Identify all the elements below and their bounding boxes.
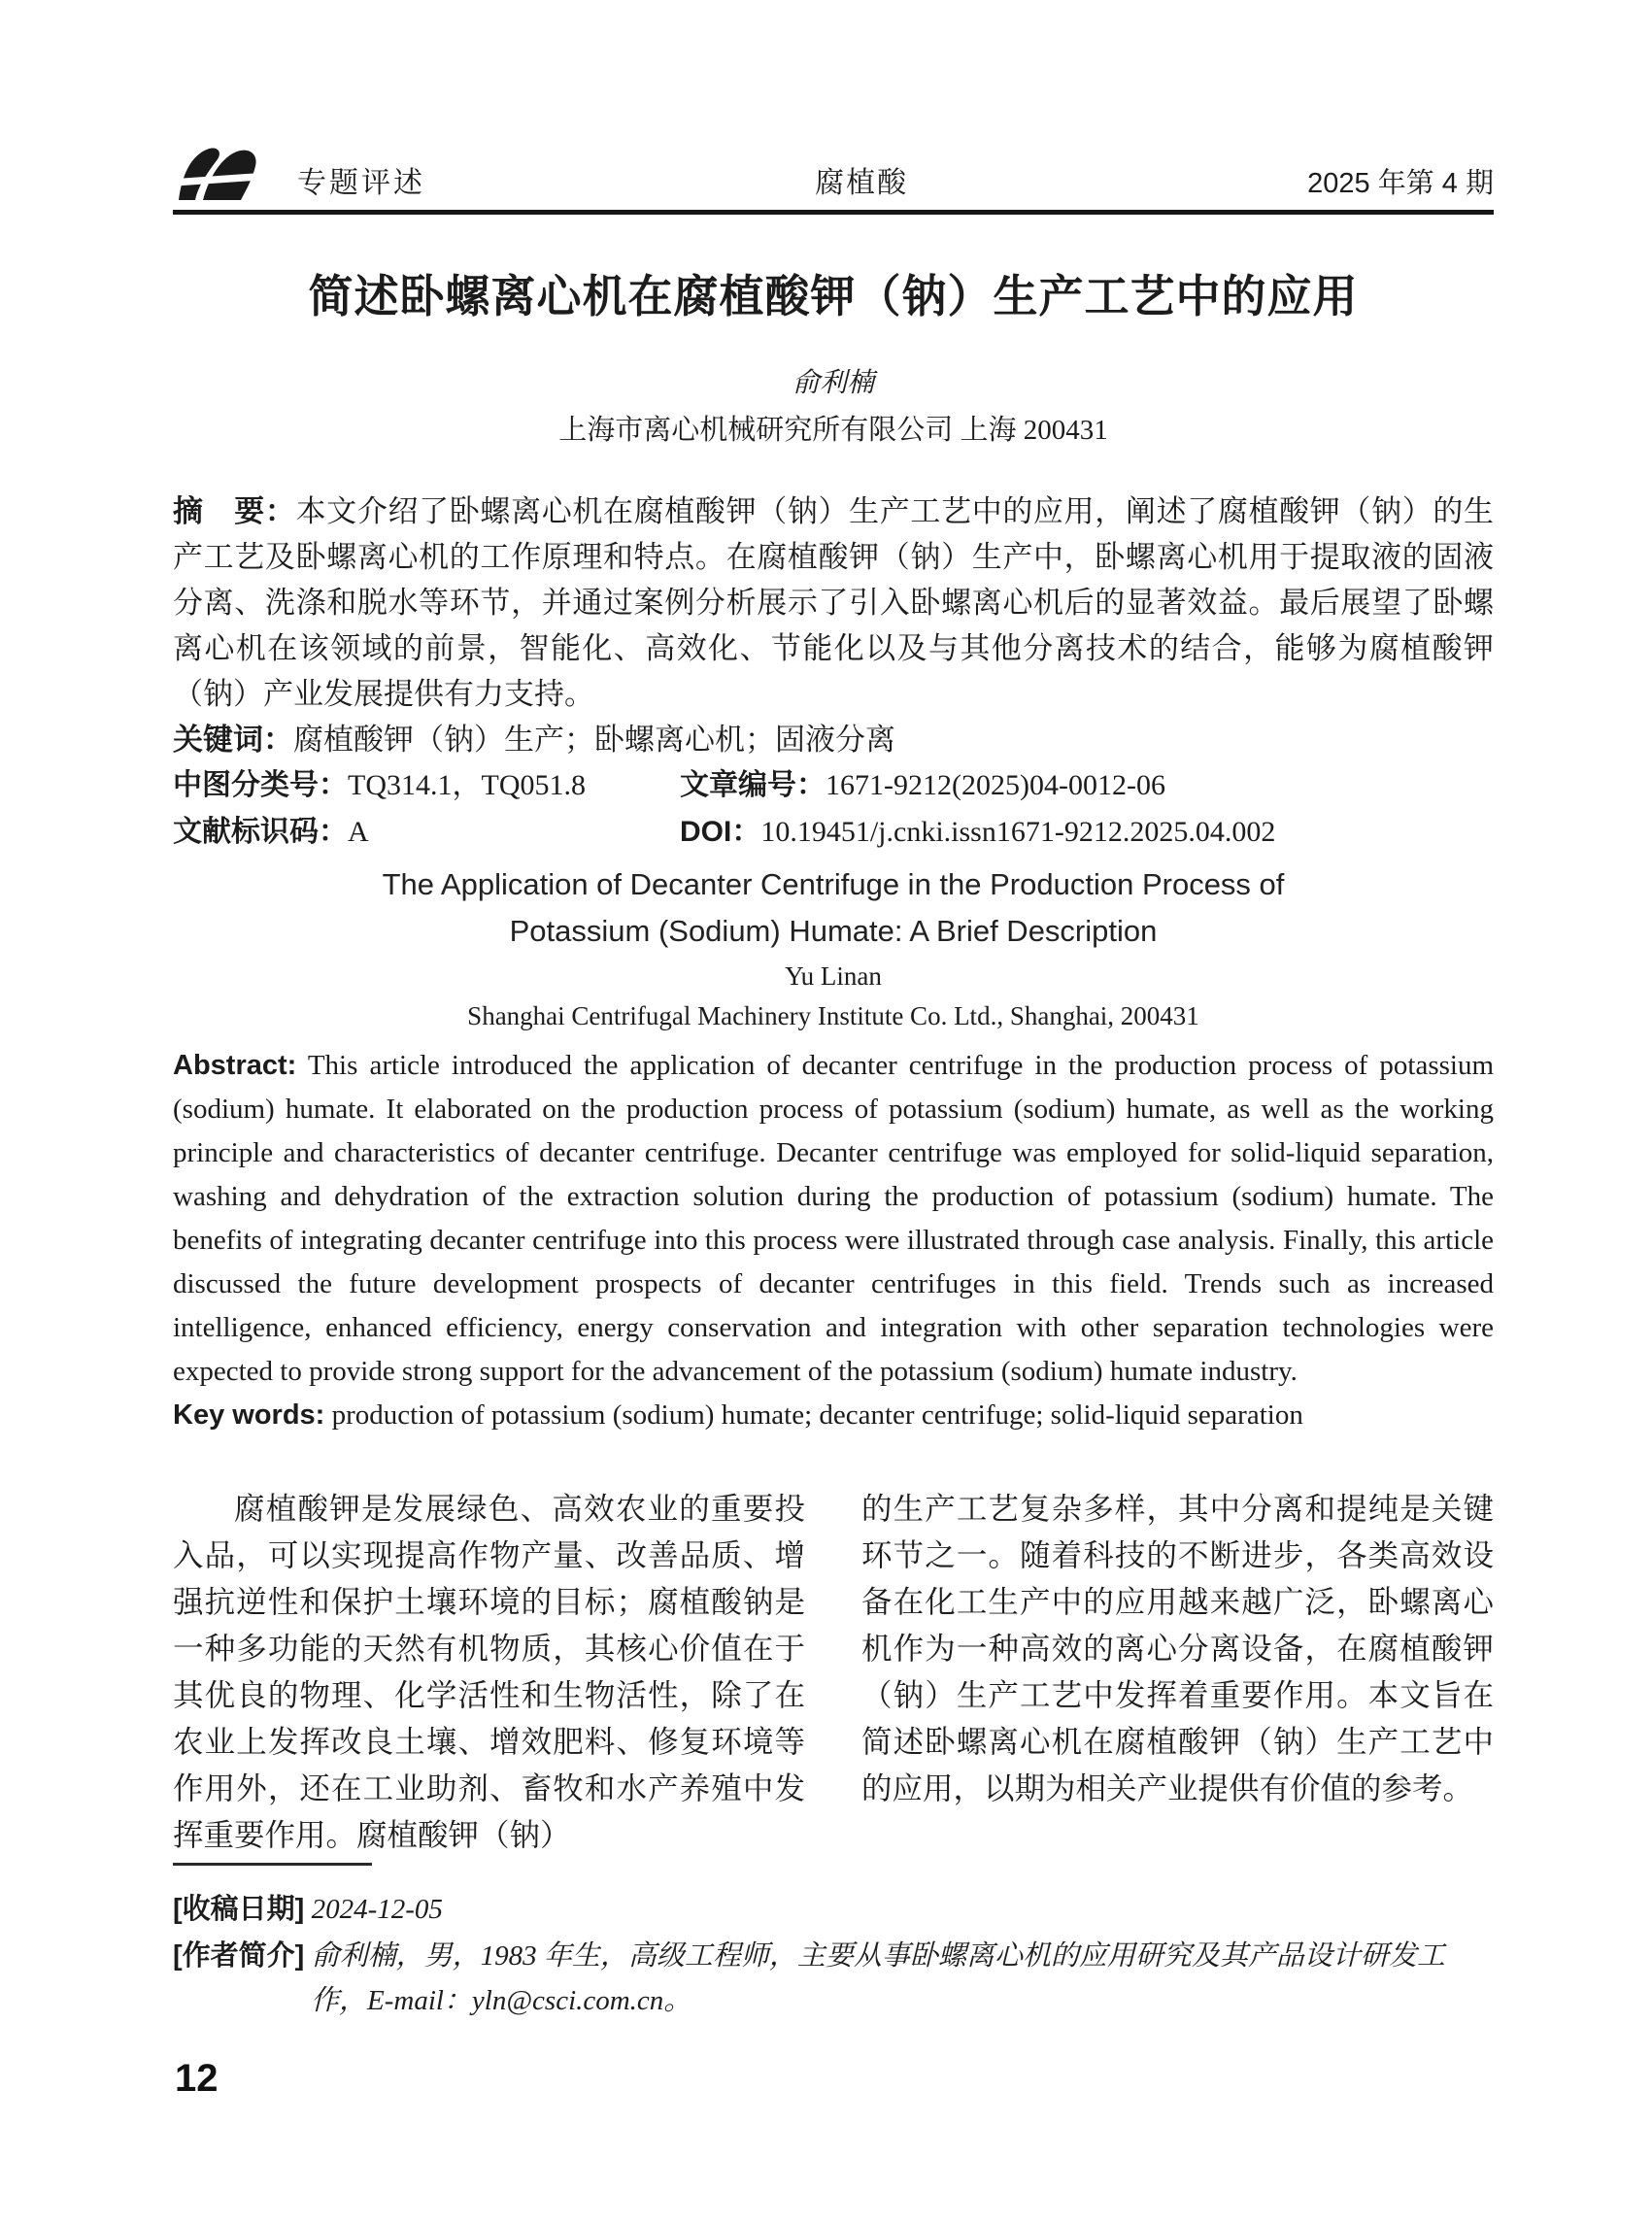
article-no-value: 1671-9212(2025)04-0012-06	[826, 769, 1165, 801]
keywords-zh-label: 关键词：	[173, 723, 293, 757]
footnote-received-value: 2024-12-05	[311, 1894, 443, 1925]
header-issue-label: 2025 年第 4 期	[1307, 168, 1494, 199]
abstract-en-text: This article introduced the application of decanter centrifuge in the production process of potassium (sodium) humate. It elaborated on the production process of potassium (sodium) humate, as well as the working principle and characteristics of decanter centrifuge. Decanter centrifuge was employed for solid-liquid separation, washing and dehydration of the extraction solution during the production of potassium (sodium) humate. The benefits of integrating decanter centrifuge into this process were illustrated through case analysis. Finally, this article discussed the future development prospects of decanter centrifuges in this field. Trends such as increased intelligence, enhanced efficiency, energy conservation and integration with other separation technologies were expected to provide strong support for the advancement of the potassium (sodium) humate industry.	[173, 1050, 1494, 1387]
abstract-zh	[173, 489, 1494, 717]
clc-label: 中图分类号：	[173, 769, 348, 801]
article-title-en-line2: Potassium (Sodium) Humate: A Brief Description	[509, 914, 1158, 948]
doc-code-value: A	[348, 816, 369, 848]
keywords-zh-text: 腐植酸钾（钠）生产；卧螺离心机；固液分离	[293, 723, 895, 757]
footnote-bio-value: 俞利楠，男，1983 年生，高级工程师，主要从事卧螺离心机的应用研究及其产品设计研发工作，E-mail：yln@csci.com.cn。	[311, 1940, 1445, 2016]
article-affiliation-en: Shanghai Centrifugal Machinery Institute Co. Ltd., Shanghai, 200431	[467, 1001, 1199, 1030]
article-title-en	[173, 861, 1494, 955]
article-title-en-line1: The Application of Decanter Centrifuge in the Production Process of	[382, 867, 1285, 901]
body-right-paragraph: 的生产工艺复杂多样，其中分离和提纯是关键环节之一。随着科技的不断进步，各类高效设备在化工生产中的应用越来越广泛，卧螺离心机作为一种高效的离心分离设备，在腐植酸钾（钠）生产工艺中发挥着重要作用。本文旨在简述卧螺离心机在腐植酸钾（钠）生产工艺中的应用，以期为相关产业提供有价值的参考。	[861, 1492, 1494, 1805]
footnote-received-label: [收稿日期]	[173, 1894, 305, 1925]
keywords-zh	[173, 717, 1494, 762]
page-number: 12	[175, 2057, 219, 2100]
keywords-en-text: production of potassium (sodium) humate; decanter centrifuge; solid-liquid separation	[331, 1399, 1303, 1431]
footnote-received	[173, 1887, 1494, 1932]
footnotes	[173, 1887, 1494, 2023]
keywords-en	[173, 1394, 1494, 1437]
article-author-en: Yu Linan	[785, 961, 882, 991]
clc-field	[173, 762, 680, 809]
doi-label: DOI：	[680, 816, 761, 848]
abstract-zh-text: 本文介绍了卧螺离心机在腐植酸钾（钠）生产工艺中的应用，阐述了腐植酸钾（钠）的生产工艺及卧螺离心机的工作原理和特点。在腐植酸钾（钠）生产中，卧螺离心机用于提取液的固液分离、洗涤和脱水等环节，并通过案例分析展示了引入卧螺离心机后的显著效益。最后展望了卧螺离心机在该领域的前景，智能化、高效化、节能化以及与其他分离技术的结合，能够为腐植酸钾（钠）产业发展提供有力支持。	[173, 494, 1495, 711]
article-no-field	[680, 762, 1494, 809]
header-journal-name: 腐植酸	[815, 167, 909, 199]
body-right-column	[861, 1486, 1494, 1859]
article-no-label: 文章编号：	[680, 769, 826, 801]
abstract-zh-label: 摘 要：	[173, 494, 296, 528]
page-content	[173, 0, 1494, 2023]
clc-value: TQ314.1，TQ051.8	[348, 769, 586, 801]
body-left-paragraph: 腐植酸钾是发展绿色、高效农业的重要投入品，可以实现提高作物产量、改善品质、增强抗逆性和保护土壤环境的目标；腐植酸钠是一种多功能的天然有机物质，其核心价值在于其优良的物理、化学活性和生物活性，除了在农业上发挥改良土壤、增效肥料、修复环境等作用外，还在工业助剂、畜牧和水产养殖中发挥重要作用。腐植酸钾（钠）	[173, 1492, 805, 1852]
doc-code-label: 文献标识码：	[173, 816, 348, 848]
body-left-column	[173, 1486, 805, 1859]
journal-logo-icon	[173, 146, 264, 200]
page-header	[173, 0, 1494, 215]
body-columns	[173, 1486, 1494, 1859]
footnote-author-bio	[173, 1934, 1494, 2023]
keywords-en-label: Key words:	[173, 1399, 325, 1431]
abstract-en-label: Abstract:	[173, 1050, 297, 1081]
article-author-zh: 俞利楠	[792, 368, 874, 398]
article-title-zh: 简述卧螺离心机在腐植酸钾（钠）生产工艺中的应用	[308, 272, 1359, 321]
header-section-label: 专题评述	[297, 167, 425, 199]
meta-row-1	[173, 762, 1494, 809]
footnote-bio-label: [作者简介]	[173, 1940, 305, 1972]
footnote-separator-rule	[173, 1863, 372, 1866]
meta-row-2	[173, 809, 1494, 856]
article-affiliation-zh: 上海市离心机械研究所有限公司 上海 200431	[558, 415, 1108, 446]
abstract-en	[173, 1044, 1494, 1394]
doi-field	[680, 809, 1494, 856]
doi-value: 10.19451/j.cnki.issn1671-9212.2025.04.002	[760, 816, 1276, 848]
doc-code-field	[173, 809, 680, 856]
